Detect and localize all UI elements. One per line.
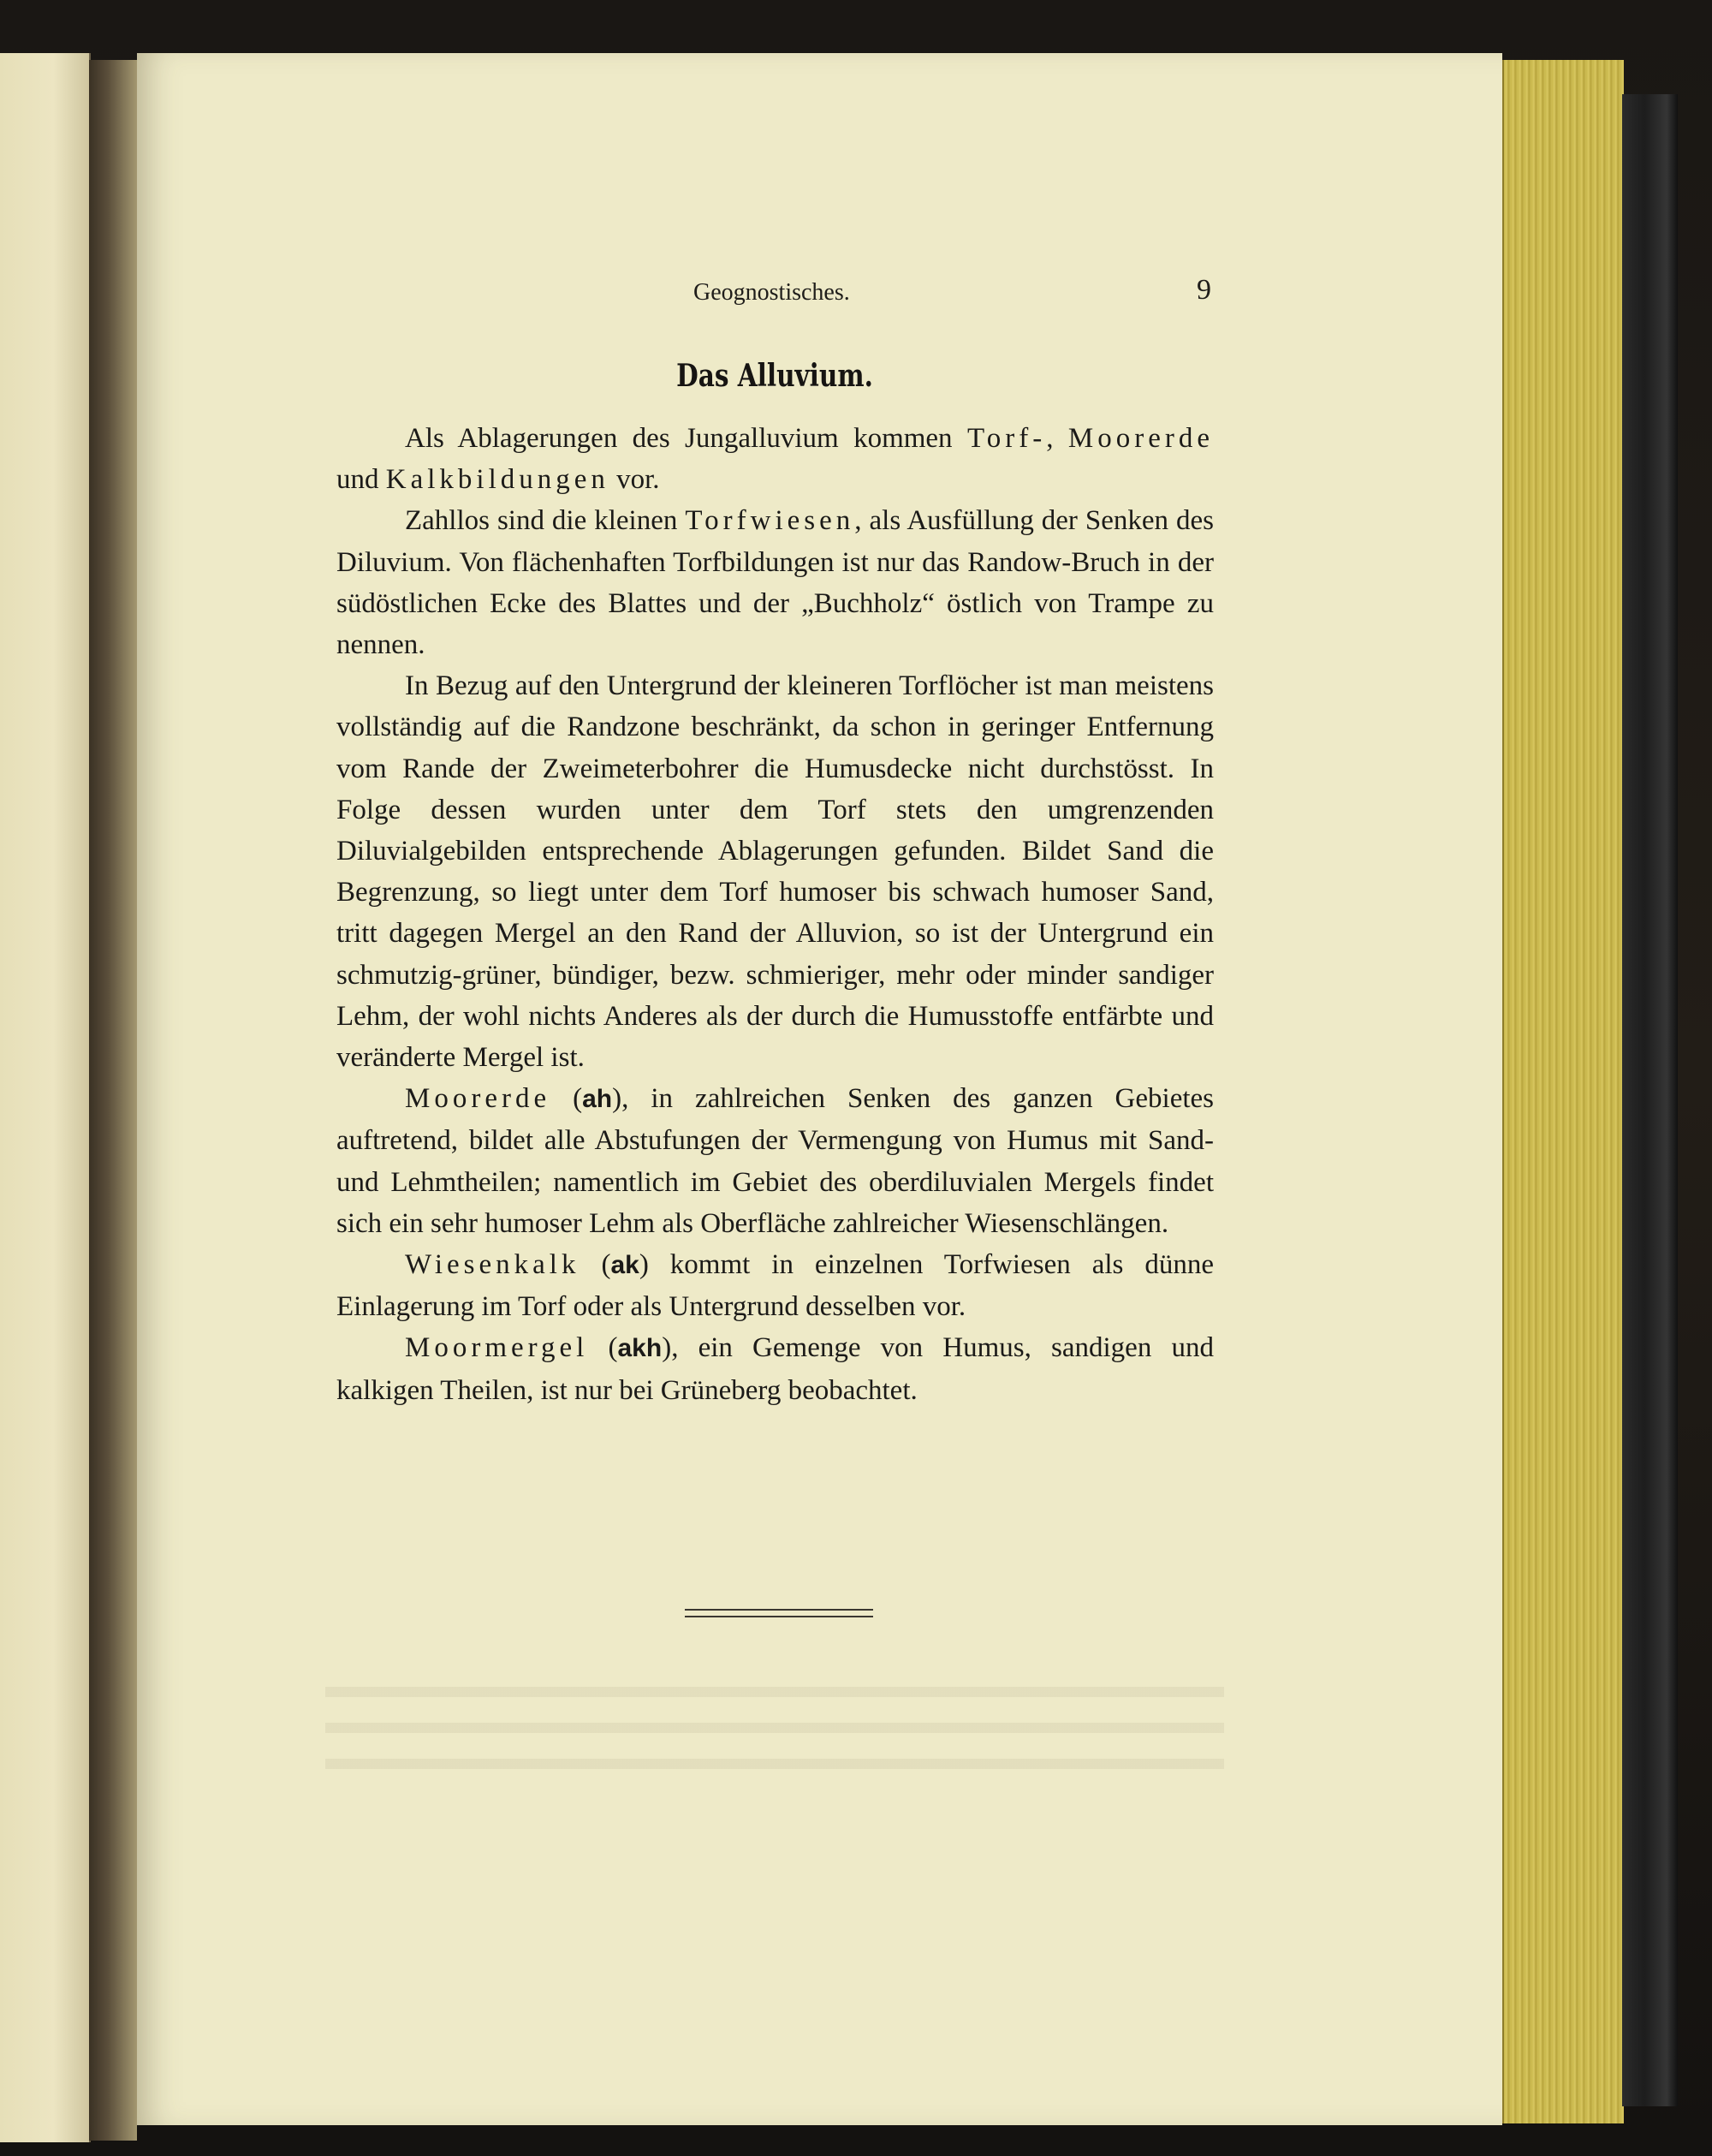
map-symbol-akh: akh [617, 1334, 663, 1363]
paragraph-text: vor. [609, 464, 660, 496]
paragraph-text: ( [580, 1249, 611, 1281]
paragraph-6 [336, 1327, 1214, 1410]
paragraph-text: ), ein Gemenge von Humus, sandigen und kalkigen Theilen, ist nur bei Grüneberg beobachtet. [336, 1332, 1214, 1406]
paragraph-text: Als Ablagerungen des Jungalluvium kommen [405, 423, 967, 454]
page-header [338, 274, 1211, 317]
term-moorerde: Moorerde [1067, 423, 1215, 454]
left-page-edge [0, 53, 91, 2142]
book-cover-edge [1622, 94, 1678, 2106]
paragraph-text: ), in zahlreichen Senken des ganzen Gebietes auftretend, bildet alle Abstufungen der Vermengung von Humus mit Sand- und Lehmtheilen; namentlich im Gebiet des oberdiluvialen Mergels findet sich ein sehr humoser Lehm als Oberfläche zahlreicher Wiesenschlängen. [336, 1083, 1215, 1239]
paragraph-3 [336, 665, 1214, 1078]
paragraph-1 [336, 418, 1214, 500]
paragraph-text: ( [550, 1083, 583, 1115]
term-kalkbildungen: Kalkbildungen [385, 464, 609, 496]
paragraph-5 [336, 1244, 1214, 1327]
map-symbol-ah: ah [582, 1085, 613, 1114]
page-number: 9 [1197, 274, 1211, 306]
book-gutter [89, 60, 137, 2141]
section-title: Das Alluvium. [676, 358, 873, 394]
paragraph-4 [336, 1078, 1214, 1244]
term-torf: Torf- [966, 423, 1047, 454]
term-torfwiesen: Torfwiesen [685, 505, 855, 537]
paragraph-text: , [1046, 423, 1068, 454]
paragraph-2 [336, 500, 1214, 665]
paragraph-text: , als Ausfüllung der Senken des Diluvium. Von flächenhaften Torfbildungen ist nur das Randow-Bruch in der südöstlichen Ecke des Blattes und der „Buchholz“ östlich von Trampe zu nennen. [336, 505, 1214, 661]
paragraph-text: Zahllos sind die kleinen [405, 505, 686, 537]
paragraph-text: ( [588, 1332, 618, 1364]
paragraph-text: und [336, 464, 386, 496]
term-moormergel: Moormergel [405, 1332, 589, 1364]
section-end-rule [685, 1609, 873, 1617]
paragraph-text: ) kommt in einzelnen Torfwiesen als dünne Einlagerung im Torf oder als Untergrund desselben vor. [336, 1249, 1214, 1323]
running-title: Geognostisches. [693, 279, 850, 306]
bleed-through-text [325, 1661, 1224, 1781]
map-symbol-ak: ak [610, 1251, 639, 1280]
term-wiesenkalk: Wiesenkalk [405, 1249, 580, 1281]
body-text [336, 418, 1214, 1411]
gilded-page-edges [1502, 60, 1624, 2123]
term-moorerde: Moorerde [405, 1083, 551, 1115]
paragraph-text: In Bezug auf den Untergrund der kleineren Torflöcher ist man meistens vollständig auf die Randzone beschränkt, da schon in geringer Entfernung vom Rande der Zweimeterbohrer die Humusdecke nicht durchstösst. In Folge dessen wurden unter dem Torf stets den umgrenzenden Diluvialgebilden entsprechende Ablagerungen gefunden. Bildet Sand die Begrenzung, so liegt unter dem Torf humoser bis schwach humoser Sand, tritt dagegen Mergel an den Rand der Alluvion, so ist der Untergrund ein schmutzig-grüner, bündiger, bezw. schmieriger, mehr oder minder sandiger Lehm, der wohl nichts Anderes als der durch die Humusstoffe entfärbte und veränderte Mergel ist. [336, 670, 1214, 1074]
